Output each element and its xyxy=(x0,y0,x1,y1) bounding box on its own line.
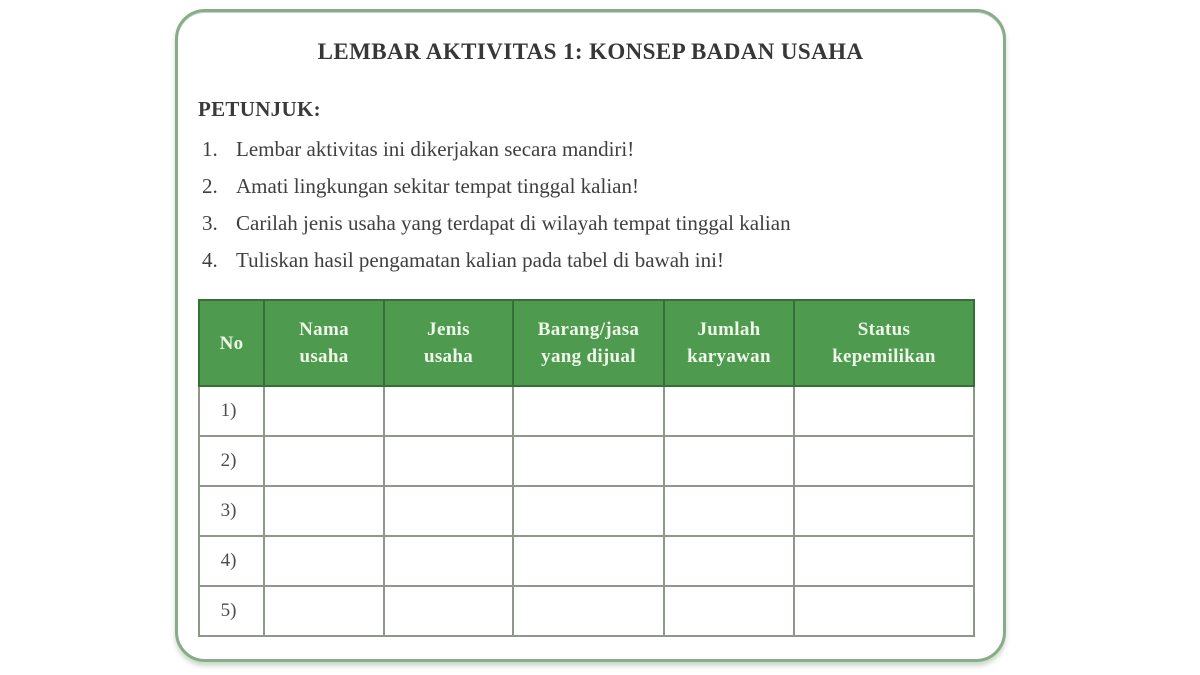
empty-cell xyxy=(513,486,664,536)
empty-cell xyxy=(664,386,794,436)
instruction-text: Lembar aktivitas ini dikerjakan secara mandiri! xyxy=(236,137,635,161)
row-number-cell: 1) xyxy=(199,386,264,436)
table-row xyxy=(199,536,974,586)
empty-cell xyxy=(513,536,664,586)
empty-cell xyxy=(664,586,794,636)
empty-cell xyxy=(384,536,513,586)
header-line: usaha xyxy=(423,346,474,367)
header-line: karyawan xyxy=(687,346,771,367)
col-header-jenis-usaha xyxy=(384,300,513,386)
table-row xyxy=(199,386,974,436)
instruction-item xyxy=(198,168,975,205)
empty-cell xyxy=(264,486,384,536)
instruction-number: 3. xyxy=(202,211,218,235)
instruction-item xyxy=(198,205,975,242)
instructions-heading: PETUNJUK: xyxy=(198,97,321,121)
col-header-nama-usaha xyxy=(264,300,384,386)
empty-cell xyxy=(384,486,513,536)
empty-cell xyxy=(384,386,513,436)
table-row xyxy=(199,586,974,636)
empty-cell xyxy=(513,386,664,436)
worksheet-card xyxy=(175,9,1006,662)
header-line: kepemilikan xyxy=(832,346,936,367)
instruction-number: 4. xyxy=(202,248,218,272)
header-line: Status xyxy=(857,319,911,340)
header-line: No xyxy=(219,332,244,354)
header-line: Barang/jasa xyxy=(537,319,640,340)
instruction-item xyxy=(198,242,975,279)
instruction-text: Tuliskan hasil pengamatan kalian pada tabel di bawah ini! xyxy=(236,248,724,272)
empty-cell xyxy=(664,436,794,486)
empty-cell xyxy=(264,586,384,636)
empty-cell xyxy=(513,436,664,486)
row-number-cell: 4) xyxy=(199,536,264,586)
table-row xyxy=(199,486,974,536)
empty-cell xyxy=(264,536,384,586)
instruction-number: 1. xyxy=(202,137,218,161)
observation-table xyxy=(198,299,975,637)
empty-cell xyxy=(384,586,513,636)
table-row xyxy=(199,436,974,486)
col-header-jumlah-karyawan xyxy=(664,300,794,386)
empty-cell xyxy=(664,486,794,536)
header-line: yang dijual xyxy=(541,346,636,367)
empty-cell xyxy=(513,586,664,636)
instruction-item xyxy=(198,131,975,168)
header-line: Jenis xyxy=(427,319,470,340)
header-line: Jumlah xyxy=(697,319,761,340)
row-number-cell: 3) xyxy=(199,486,264,536)
header-line: Nama xyxy=(299,319,349,340)
worksheet-title: LEMBAR AKTIVITAS 1: KONSEP BADAN USAHA xyxy=(317,39,864,64)
header-line: usaha xyxy=(299,346,349,367)
instruction-text: Amati lingkungan sekitar tempat tinggal kalian! xyxy=(236,174,639,198)
col-header-barang-jasa xyxy=(513,300,664,386)
table-header-row xyxy=(199,300,974,386)
row-number-cell: 2) xyxy=(199,436,264,486)
instruction-text: Carilah jenis usaha yang terdapat di wilayah tempat tinggal kalian xyxy=(236,211,791,235)
row-number-cell: 5) xyxy=(199,586,264,636)
empty-cell xyxy=(794,586,974,636)
empty-cell xyxy=(794,536,974,586)
worksheet-content xyxy=(178,96,1003,637)
col-header-status-kepemilikan xyxy=(794,300,974,386)
empty-cell xyxy=(794,386,974,436)
col-header-no xyxy=(199,300,264,386)
empty-cell xyxy=(794,436,974,486)
empty-cell xyxy=(264,436,384,486)
empty-cell xyxy=(384,436,513,486)
empty-cell xyxy=(664,536,794,586)
instructions-list xyxy=(198,131,975,279)
instruction-number: 2. xyxy=(202,174,218,198)
empty-cell xyxy=(264,386,384,436)
empty-cell xyxy=(794,486,974,536)
